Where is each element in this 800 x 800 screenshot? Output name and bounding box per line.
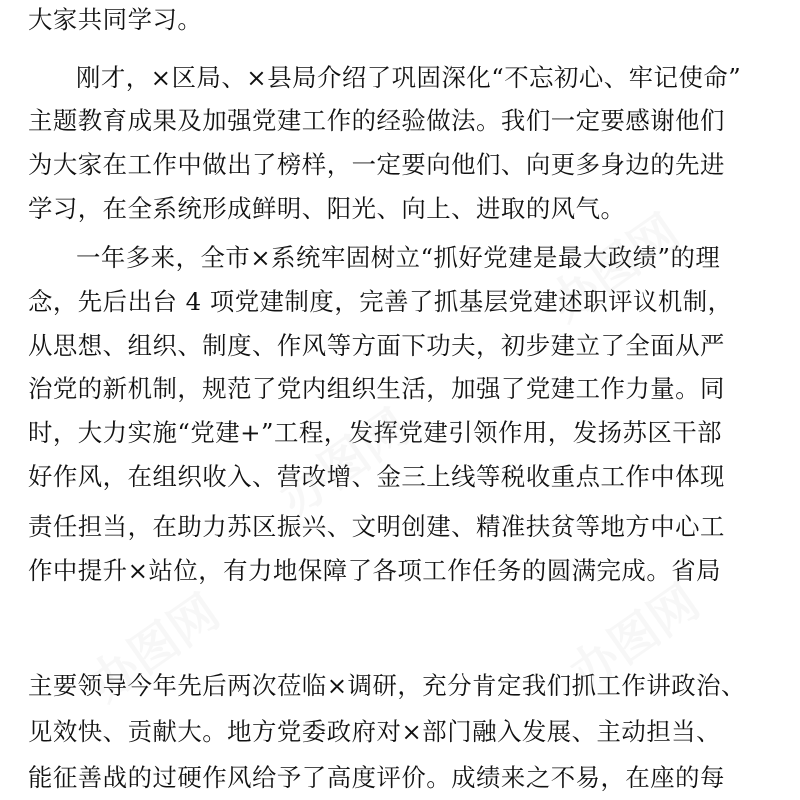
text-line: 刚才，×区局、×县局介绍了巩固深化“不忘初心、牢记使命” [76, 63, 742, 92]
text-line: 念，先后出台 4 项党建制度，完善了抓基层党建述职评议机制， [28, 287, 733, 316]
text-line: 大家共同学习。 [28, 5, 203, 34]
watermark: 办图网 [269, 398, 420, 528]
watermark: 办图网 [559, 573, 710, 703]
watermark: 办图网 [539, 203, 690, 333]
text-line: 好作风，在组织收入、营改增、金三上线等税收重点工作中体现 [28, 462, 725, 491]
text-line: 主题教育成果及加强党建工作的经验做法。我们一定要感谢他们 [28, 106, 725, 135]
text-line: 时，大力实施“党建+”工程，发挥党建引领作用，发扬苏区干部 [28, 418, 723, 447]
text-line: 学习，在全系统形成鲜明、阳光、向上、进取的风气。 [28, 194, 626, 223]
text-line: 一年多来，全市×系统牢固树立“抓好党建是最大政绩”的理 [76, 243, 721, 272]
text-line: 从思想、组织、制度、作风等方面下功夫，初步建立了全面从严 [28, 331, 725, 360]
text-line: 作中提升×站位，有力地保障了各项工作任务的圆满完成。省局 [28, 556, 721, 585]
text-line: 治党的新机制，规范了党内组织生活，加强了党建工作力量。同 [28, 374, 725, 403]
text-line: 责任担当，在助力苏区振兴、文明创建、精准扶贫等地方中心工 [28, 512, 725, 541]
text-line: 为大家在工作中做出了榜样，一定要向他们、向更多身边的先进 [28, 150, 725, 179]
text-line: 见效快、贡献大。地方党委政府对×部门融入发展、主动担当、 [28, 717, 721, 746]
text-line: 主要领导今年先后两次莅临×调研，充分肯定我们抓工作讲政治、 [28, 671, 746, 700]
text-line: 能征善战的过硬作风给予了高度评价。成绩来之不易，在座的每 [28, 763, 725, 792]
watermark: 办图网 [79, 583, 230, 713]
